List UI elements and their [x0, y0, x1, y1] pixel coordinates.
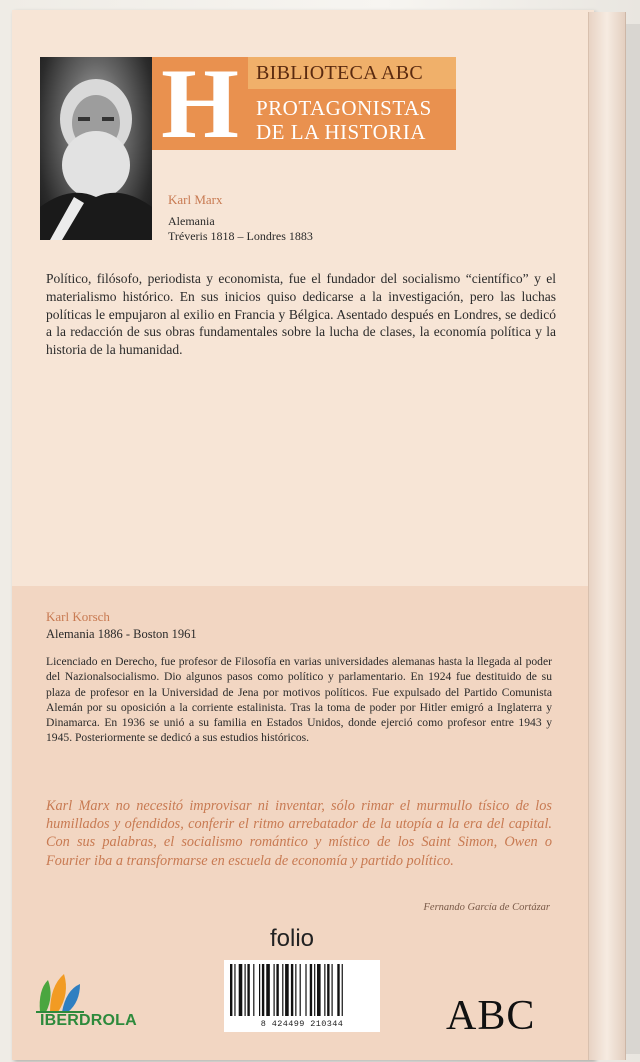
series-h-logo: H [152, 57, 248, 150]
barcode-number: 8 424499 210344 [260, 1019, 344, 1029]
subject-country: Alemania [168, 214, 215, 228]
author-name: Karl Korsch [46, 609, 110, 624]
author-dates: Alemania 1886 - Boston 1961 [46, 627, 197, 641]
author-biography: Licenciado en Derecho, fue profesor de Filosofía en varias universidades alemanas hasta la llegada al poder del Nazionalsocialismo. Dio algunos pasos como político y parlamentario. En 1924 fue destituido de su plaza de profesor en la Universidad de Jena por motivos políticos. Fue expulsado del Partido Comunista Alemán por su oposición a la corriente estalinista. Tras la toma de poder por Hitler emigró a Inglaterra y Dinamarca. En 1936 se unió a su familia en Estados Unidos, donde ejerció como profesor entre 1943 y 1945. Posteriormente se dedicó a sus estudios históricos. [46, 655, 552, 745]
karl-marx-portrait [40, 57, 152, 240]
quote-attribution: Fernando García de Cortázar [423, 902, 550, 913]
subject-name: Karl Marx [168, 192, 223, 207]
barcode-bars [228, 964, 376, 1016]
series-title-line1: PROTAGONISTAS [256, 96, 432, 120]
collection-name: BIBLIOTECA ABC [248, 57, 456, 89]
adjacent-book-edge [625, 24, 640, 1054]
iberdrola-wordmark: IBERDROLA [40, 1012, 137, 1029]
pull-quote: Karl Marx no necesitó improvisar ni inventar, sólo rimar el murmullo tísico de los humillados y ofendidos, conferir el ritmo arrebatador de la utopía a la era del capital. Con sus palabras, el socialismo romántico y místico de los Saint Simon, Owen o Fourier iba a transformarse en escuela de economía y partido político. [46, 798, 552, 869]
barcode [224, 960, 380, 1032]
abc-logo: ABC [446, 993, 536, 1039]
series-title-line2: DE LA HISTORIA [256, 120, 426, 144]
subject-dates: Tréveris 1818 – Londres 1883 [168, 229, 313, 243]
leaf-icon [34, 970, 94, 1014]
publisher-logo: folio [270, 925, 315, 952]
series-title [248, 89, 456, 150]
subject-biography: Político, filósofo, periodista y economista, fue el fundador del socialismo “científico” y el materialismo histórico. En sus inicios quiso dedicarse a la investigación, pero las luchas políticas le empujaron al exilio en Francia y Bélgica. Asentado después en Londres, se dedicó a la redacción de sus obras fundamentales sobre la lucha de clases, la economía política y la historia de la humanidad. [46, 271, 556, 358]
iberdrola-logo [34, 970, 174, 1040]
book-spine [588, 12, 626, 1060]
